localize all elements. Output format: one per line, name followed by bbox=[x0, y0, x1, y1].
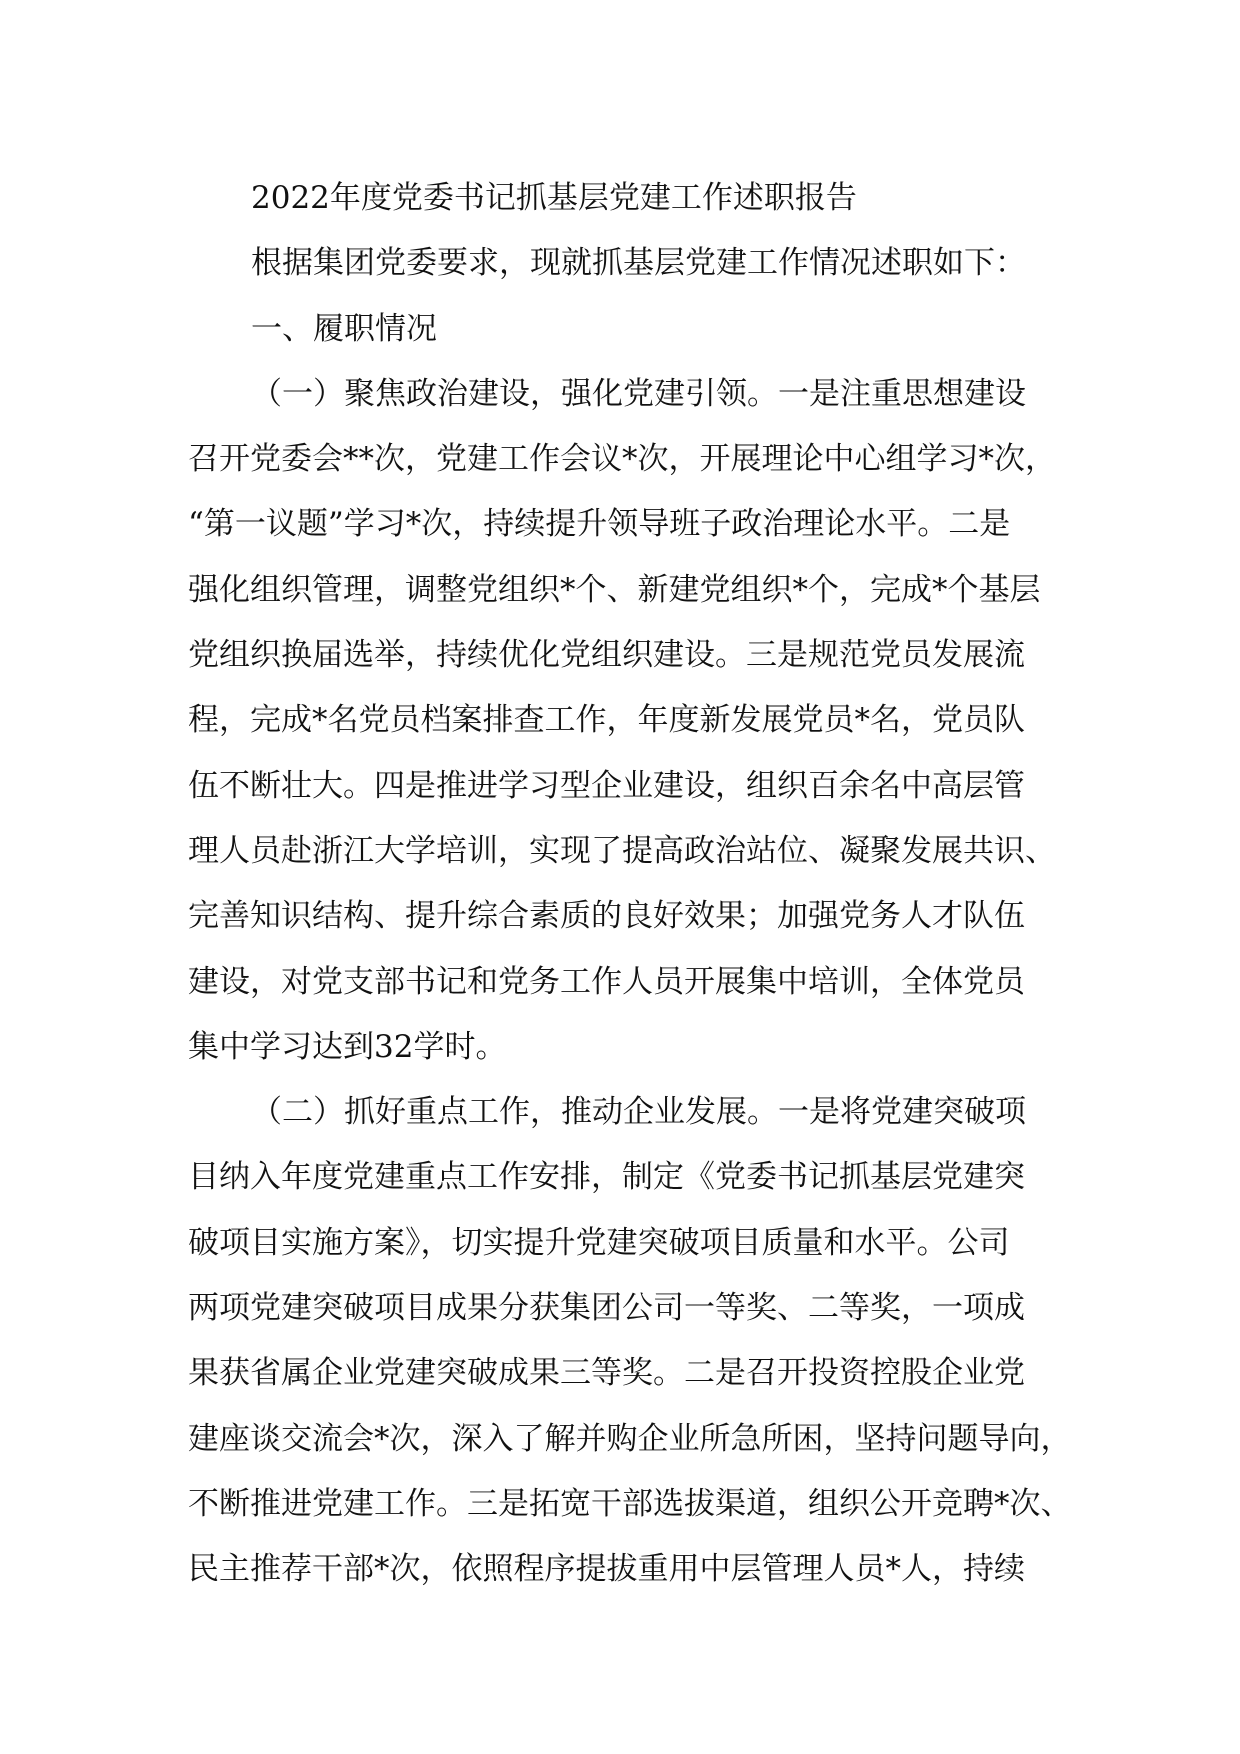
paragraph-line: （二）抓好重点工作，推动企业发展。一是将党建突破项 bbox=[251, 1094, 1026, 1131]
paragraph-line: 果获省属企业党建突破成果三等奖。二是召开投资控股企业党 bbox=[188, 1355, 1025, 1392]
intro-paragraph: 根据集团党委要求，现就抓基层党建工作情况述职如下： bbox=[251, 245, 1026, 282]
paragraph-line: 理人员赴浙江大学培训，实现了提高政治站位、凝聚发展共识、 bbox=[188, 832, 1056, 869]
paragraph-line: 集中学习达到32学时。 bbox=[188, 1028, 507, 1065]
paragraph-line: “第一议题”学习*次，持续提升领导班子政治理论水平。二是 bbox=[188, 506, 1011, 543]
paragraph-line: 召开党委会**次，党建工作会议*次，开展理论中心组学习*次， bbox=[188, 441, 1056, 478]
paragraph-line: 不断推进党建工作。三是拓宽干部选拔渠道，组织公开竞聘*次、 bbox=[188, 1485, 1072, 1522]
paragraph-line: 民主推荐干部*次，依照程序提拔重用中层管理人员*人，持续 bbox=[188, 1551, 1025, 1588]
paragraph-line: 程，完成*名党员档案排查工作，年度新发展党员*名，党员队 bbox=[188, 702, 1025, 739]
paragraph-line: 破项目实施方案》，切实提升党建突破项目质量和水平。公司 bbox=[188, 1224, 1010, 1261]
paragraph-line: 建设，对党支部书记和党务工作人员开展集中培训，全体党员 bbox=[188, 963, 1025, 1000]
paragraph-line: 完善知识结构、提升综合素质的良好效果；加强党务人才队伍 bbox=[188, 898, 1025, 935]
paragraph-line: 伍不断壮大。四是推进学习型企业建设，组织百余名中高层管 bbox=[188, 767, 1025, 804]
report-body bbox=[188, 166, 1088, 1603]
paragraph-line: 两项党建突破项目成果分获集团公司一等奖、二等奖，一项成 bbox=[188, 1290, 1025, 1327]
paragraph-line: 目纳入年度党建重点工作安排，制定《党委书记抓基层党建突 bbox=[188, 1159, 1025, 1196]
paragraph-line: 强化组织管理，调整党组织*个、新建党组织*个，完成*个基层 bbox=[188, 571, 1041, 608]
paragraph-line: （一）聚焦政治建设，强化党建引领。一是注重思想建设 bbox=[251, 375, 1026, 412]
paragraph-line: 建座谈交流会*次，深入了解并购企业所急所困，坚持问题导向， bbox=[188, 1420, 1072, 1457]
paragraph-line: 党组织换届选举，持续优化党组织建设。三是规范党员发展流 bbox=[188, 637, 1025, 674]
report-title: 2022年度党委书记抓基层党建工作述职报告 bbox=[251, 180, 857, 216]
section-heading: 一、履职情况 bbox=[251, 310, 437, 347]
